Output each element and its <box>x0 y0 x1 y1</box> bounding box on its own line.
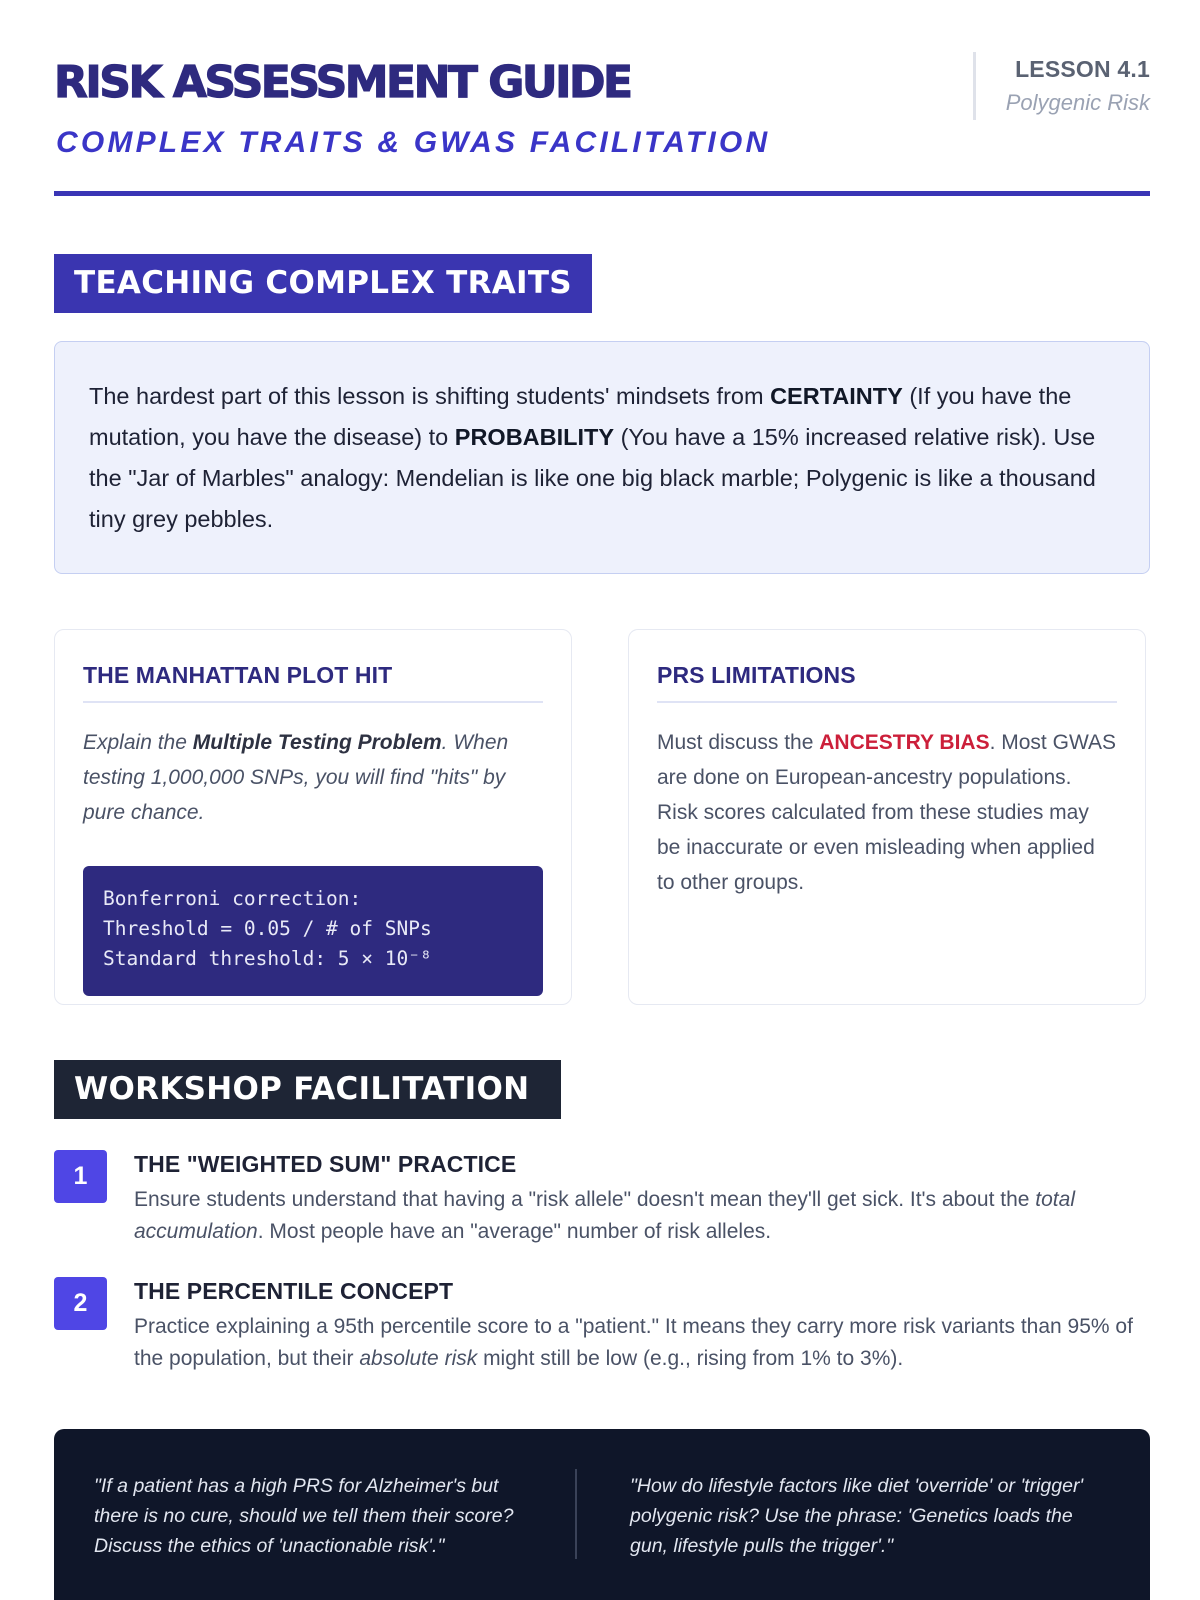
intro-callout <box>54 341 1150 574</box>
manhattan-text-b: . When testing 1,000,000 SNPs, you will find "hits" by pure chance. <box>83 731 509 824</box>
manhattan-text-bold: Multiple Testing Problem <box>192 731 442 754</box>
step-text-emphasis: total accumulation <box>134 1188 1075 1243</box>
section-heading-teaching: TEACHING COMPLEX TRAITS <box>54 254 592 313</box>
step-number-badge: 1 <box>54 1150 107 1203</box>
code-line: Threshold = 0.05 / # of SNPs <box>103 917 432 940</box>
step-text-emphasis: absolute risk <box>359 1347 478 1370</box>
page-title: RISK ASSESSMENT GUIDE <box>54 57 631 108</box>
step-title: THE "WEIGHTED SUM" PRACTICE <box>134 1151 517 1177</box>
prs-limitations-card <box>628 629 1146 1005</box>
step-description <box>134 1311 1150 1375</box>
bonferroni-code-block <box>83 866 543 996</box>
discussion-quote-ethics: "If a patient has a high PRS for Alzheimer's but there is no cure, should we tell them their score? Discuss the ethics of 'unactionable risk'." <box>94 1475 514 1557</box>
intro-bold-certainty: CERTAINTY <box>770 383 903 409</box>
intro-text-2: (If you have the mutation, you have the disease) to <box>89 383 1072 450</box>
step-number-badge: 2 <box>54 1277 107 1330</box>
card-text-manhattan <box>83 725 543 830</box>
intro-text-3: (You have a 15% increased relative risk). Use the "Jar of Marbles" analogy: Mendelian is like one big black marble; Polygenic is like a thousand tiny grey pebbles. <box>89 424 1096 532</box>
lesson-topic: Polygenic Risk <box>1005 90 1150 115</box>
lesson-number: LESSON 4.1 <box>1015 56 1150 82</box>
card-title-prs: PRS LIMITATIONS <box>657 662 1117 703</box>
step-text-a: Practice explaining a 95th percentile score to a "patient." It means they carry more risk variants than 95% of the population, but their <box>134 1315 1133 1370</box>
card-text-prs <box>657 725 1117 900</box>
quote-divider <box>575 1469 577 1559</box>
page-header <box>54 52 1150 202</box>
step-description <box>134 1184 1150 1248</box>
intro-bold-probability: PROBABILITY <box>454 424 615 450</box>
page-subtitle: COMPLEX TRAITS & GWAS FACILITATION <box>56 126 771 159</box>
section-heading-workshop: WORKSHOP FACILITATION <box>54 1060 561 1119</box>
lesson-info <box>973 52 1150 120</box>
ancestry-bias-highlight: ANCESTRY BIAS <box>819 731 990 754</box>
manhattan-text-a: Explain the <box>83 731 193 754</box>
step-title: THE PERCENTILE CONCEPT <box>134 1278 454 1304</box>
step-text-b: . Most people have an "average" number of risk alleles. <box>257 1220 772 1243</box>
step-text-a: Ensure students understand that having a "risk allele" doesn't mean they'll get sick. It's about the <box>134 1188 1036 1211</box>
code-line: Bonferroni correction: <box>103 887 362 910</box>
code-line: Standard threshold: 5 × 10⁻⁸ <box>103 947 432 970</box>
prs-text-b: . Most GWAS are done on European-ancestry populations. Risk scores calculated from these studies may be inaccurate or even misleading when applied to other groups. <box>657 731 1116 894</box>
header-divider <box>54 191 1150 196</box>
manhattan-plot-card <box>54 629 572 1005</box>
step-text-b: might still be low (e.g., rising from 1% to 3%). <box>477 1347 904 1370</box>
prs-text-a: Must discuss the <box>657 731 820 754</box>
discussion-quotes-panel <box>54 1429 1150 1600</box>
discussion-quote-lifestyle: "How do lifestyle factors like diet 'override' or 'trigger' polygenic risk? Use the phrase: 'Genetics loads the gun, lifestyle pulls the trigger'." <box>630 1475 1084 1557</box>
intro-text-1: The hardest part of this lesson is shifting students' mindsets from <box>89 383 771 409</box>
card-title-manhattan: THE MANHATTAN PLOT HIT <box>83 662 543 703</box>
